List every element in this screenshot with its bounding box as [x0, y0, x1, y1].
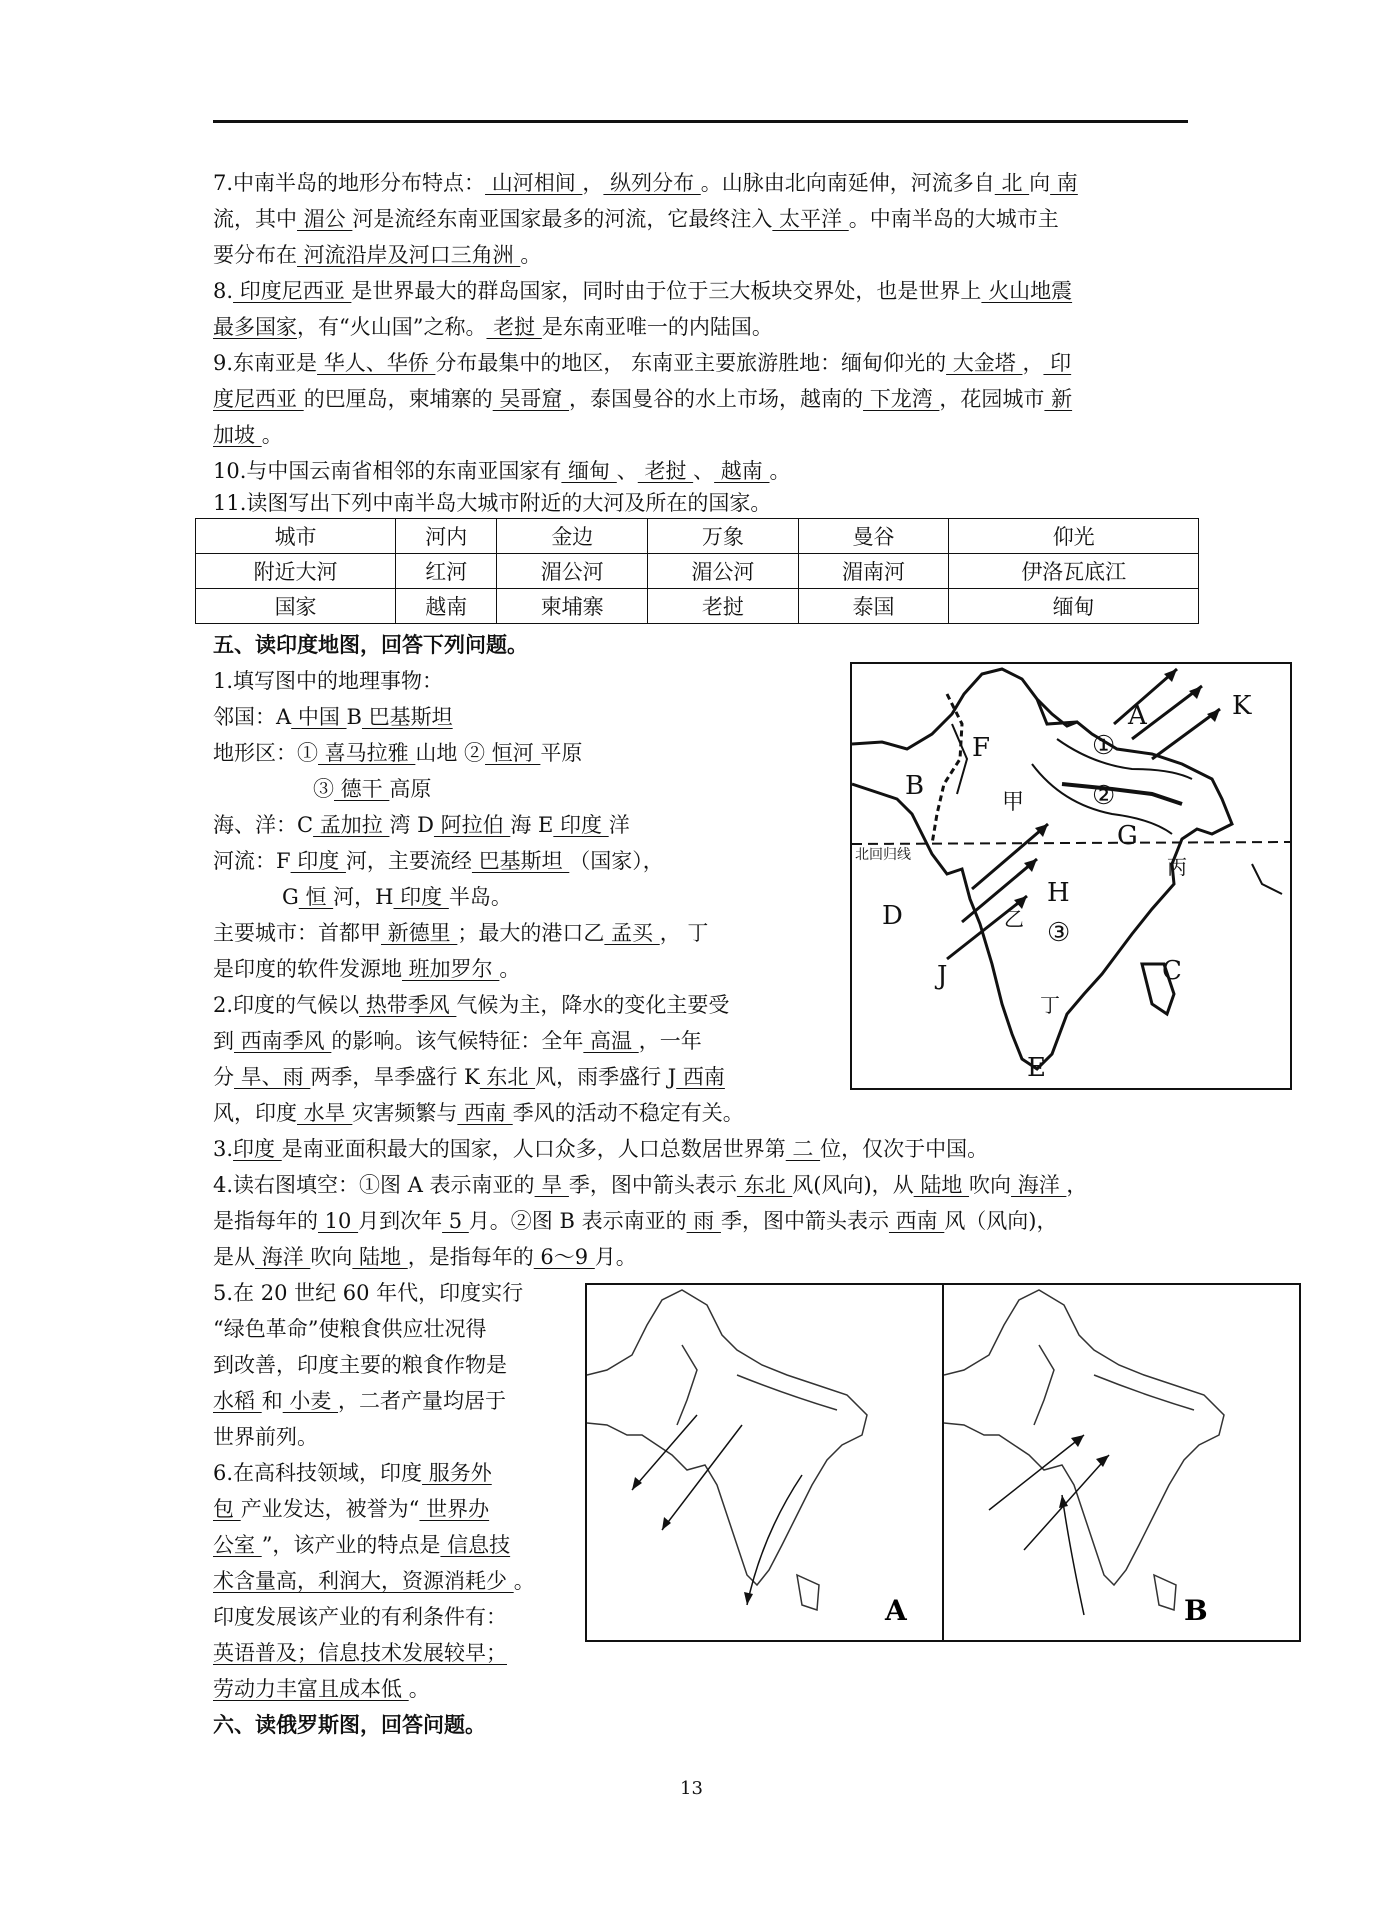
s5-q6-line6: 英语普及；信息技术发展较早；: [213, 1641, 507, 1665]
table-cell: 伊洛瓦底江: [949, 554, 1199, 589]
table-row: [196, 519, 1199, 554]
table-cell: 越南: [396, 589, 497, 624]
map-label-c3: ③: [1047, 918, 1071, 948]
table-cell: 附近大河: [196, 554, 396, 589]
tropic-line-path: [852, 842, 1290, 844]
map-label-bing: 丙: [1167, 855, 1187, 879]
monsoon-map-a: [585, 1283, 944, 1642]
q7-line3: 要分布在 河流沿岸及河口三角洲 。: [213, 243, 542, 267]
s5-q5-line1: 5.在 20 世纪 60 年代，印度实行: [213, 1281, 524, 1305]
s5-q2-line4: 风，印度 水旱 灾害频繁与 西南 季风的活动不稳定有关。: [213, 1101, 744, 1125]
monsoon-map-b: [942, 1283, 1301, 1642]
arrow-b-2: [1024, 1455, 1109, 1550]
section5-heading: 五、读印度地图，回答下列问题。: [213, 633, 528, 657]
table-cell: 缅甸: [949, 589, 1199, 624]
table-cell: 湄南河: [798, 554, 949, 589]
q7-line1: 7.中南半岛的地形分布特点： 山河相间 ， 纵列分布 。山脉由北向南延伸，河流多自 北 向 南: [213, 171, 1078, 195]
s5-q6-line7: 劳动力丰富且成本低 。: [213, 1677, 430, 1701]
page-number: 13: [680, 1778, 703, 1799]
south-asia-outline-b: [944, 1290, 1224, 1585]
table-cell: 老挝: [648, 589, 799, 624]
section6-heading: 六、读俄罗斯图，回答问题。: [213, 1713, 486, 1737]
map-label-F: F: [972, 733, 991, 763]
table-cell: 曼谷: [798, 519, 949, 554]
table-cell: 河内: [396, 519, 497, 554]
ganges-river-a: [737, 1375, 837, 1410]
kashmir-border-path: [1037, 699, 1077, 724]
s5-q2-line1: 2.印度的气候以 热带季风 气候为主，降水的变化主要受: [213, 993, 730, 1017]
sri-lanka-a: [797, 1575, 819, 1610]
table-cell: 金边: [497, 519, 648, 554]
table-cell: 湄公河: [497, 554, 648, 589]
indus-river-a: [677, 1345, 697, 1425]
table-row: [196, 589, 1199, 624]
s5-q3: 3.印度 是南亚面积最大的国家，人口众多，人口总数居世界第 二 位，仅次于中国。: [213, 1137, 989, 1161]
map-label-ding: 丁: [1040, 993, 1060, 1017]
q8-line1: 8. 印度尼西亚 是世界最大的群岛国家，同时由于位于三大板块交界处，也是世界上 火山地震: [213, 279, 1073, 303]
map-label-E: E: [1027, 1053, 1046, 1083]
arrow-a-3: [747, 1475, 802, 1605]
map-label-D: D: [882, 901, 903, 931]
india-map-svg: [852, 664, 1290, 1088]
indus-river-path: [952, 724, 967, 794]
s5-q5-line5: 世界前列。: [213, 1425, 318, 1449]
table-cell: 湄公河: [648, 554, 799, 589]
s5-cities2: 是印度的软件发源地 班加罗尔 。: [213, 957, 521, 981]
s5-q4-line3: 是从 海洋 吹向 陆地 ，是指每年的 6～9 月。: [213, 1245, 637, 1269]
q9-line3: 加坡 。: [213, 423, 283, 447]
q9-line1: 9.东南亚是 华人、华侨 分布最集中的地区， 东南亚主要旅游胜地：缅甸仰光的 大金塔 ， 印: [213, 351, 1072, 375]
s5-q4-line1: 4.读右图填空：①图 A 表示南亚的 旱 季，图中箭头表示 东北 风(风向)，从 陆地 吹向 海洋 ，: [213, 1173, 1088, 1197]
monsoon-map-a-svg: [587, 1285, 942, 1640]
arrowhead-a-3: [744, 1592, 753, 1605]
map-label-B: B: [905, 771, 925, 801]
s5-q2-line2: 到 西南季风 的影响。该气候特征：全年 高温 ，一年: [213, 1029, 702, 1053]
city-river-table: [195, 518, 1199, 624]
s5-q6-line5: 印度发展该产业的有利条件有：: [213, 1605, 507, 1629]
table-row: [196, 554, 1199, 589]
arrowhead-K1: [1189, 686, 1202, 699]
s5-q6-line2: 包 产业发达，被誉为“ 世界办: [213, 1497, 490, 1521]
table-cell: 泰国: [798, 589, 949, 624]
header-rule: [213, 120, 1188, 123]
q10: 10.与中国云南省相邻的东南亚国家有 缅甸 、 老挝 、 越南 。: [213, 459, 791, 483]
arrow-J-line3: [972, 824, 1048, 889]
s5-q6-line4: 术含量高，利润大，资源消耗少 。: [213, 1569, 535, 1593]
pakistan-border-path: [932, 694, 962, 844]
q7-line2: 流，其中 湄公 河是流经东南亚国家最多的河流，它最终注入 太平洋 。中南半岛的大城市主: [213, 207, 1059, 231]
s5-q5-line3: 到改善，印度主要的粮食作物是: [213, 1353, 507, 1377]
table-cell: 万象: [648, 519, 799, 554]
myanmar-coast-path: [1252, 864, 1282, 894]
arrowhead-b-2: [1096, 1455, 1109, 1467]
map-label-A: A: [1128, 701, 1147, 731]
q9-line2: 度尼西亚 的巴厘岛，柬埔寨的 吴哥窟 ，泰国曼谷的水上市场，越南的 下龙湾 ，花园城市 新: [213, 387, 1073, 411]
map-label-tropic: 北回归线: [855, 847, 911, 863]
s5-q6-line3: 公室 ”，该产业的特点是 信息技: [213, 1533, 511, 1557]
q11-title: 11.读图写出下列中南半岛大城市附近的大河及所在的国家。: [213, 491, 772, 515]
india-map: [850, 662, 1292, 1090]
s5-q5-line2: “绿色革命”使粮食供应壮况得: [213, 1317, 487, 1341]
table-cell: 柬埔寨: [497, 589, 648, 624]
arrowhead-a-1: [632, 1477, 642, 1490]
s5-q5-line4: 水稻 和 小麦 ，二者产量均居于: [213, 1389, 507, 1413]
ganges-river-b: [1094, 1375, 1194, 1410]
s5-rivers2: G 恒 河，H 印度 半岛。: [282, 885, 512, 909]
map-label-yi: 乙: [1004, 907, 1024, 931]
s5-q6-line1: 6.在高科技领域，印度 服务外: [213, 1461, 492, 1485]
s5-seas: 海、洋：C 孟加拉 湾 D 阿拉伯 海 E 印度 洋: [213, 813, 630, 837]
arrowhead-b-1: [1071, 1435, 1084, 1447]
nepal-border-path: [1062, 784, 1182, 804]
arrow-b-3: [1062, 1495, 1084, 1615]
south-asia-outline-a: [587, 1290, 867, 1585]
table-cell: 仰光: [949, 519, 1199, 554]
s5-q1-title: 1.填写图中的地理事物：: [213, 669, 444, 693]
map-label-G: G: [1117, 821, 1138, 851]
s5-rivers1: 河流：F 印度 河，主要流经 巴基斯坦 （国家），: [213, 849, 664, 873]
q8-line2: 最多国家，有“火山国”之称。 老挝 是东南亚唯一的内陆国。: [213, 315, 773, 339]
map-label-jia: 甲: [1002, 790, 1025, 815]
s5-q2-line3: 分 旱、雨 两季，旱季盛行 K 东北 风，雨季盛行 J 西南: [213, 1065, 725, 1089]
map-label-K: K: [1232, 691, 1252, 721]
map-label-J: J: [937, 961, 948, 991]
s5-terrain1: 地形区：① 喜马拉雅 山地 ② 恒河 平原: [213, 741, 583, 765]
s5-terrain2: ③ 德干 高原: [313, 777, 432, 801]
arrow-J-line2: [962, 859, 1037, 922]
monsoon-map-b-svg: [944, 1285, 1299, 1640]
map-label-C: C: [1162, 956, 1182, 986]
arrowhead-K2: [1207, 709, 1220, 722]
map-a-label: A: [885, 1594, 907, 1627]
s5-q4-line2: 是指每年的 10 月到次年 5 月。②图 B 表示南亚的 雨 季，图中箭头表示 西南 风（风向)，: [213, 1209, 1058, 1233]
map-label-c2: ②: [1092, 781, 1116, 811]
s5-neighbors: 邻国：A 中国 B 巴基斯坦: [213, 705, 453, 729]
indus-river-b: [1034, 1345, 1054, 1425]
map-label-c1: ①: [1092, 731, 1116, 761]
table-cell: 国家: [196, 589, 396, 624]
map-label-H: H: [1047, 878, 1070, 908]
map-b-label: B: [1184, 1594, 1208, 1627]
arrow-a-1: [632, 1415, 697, 1490]
table-cell: 红河: [396, 554, 497, 589]
sri-lanka-b: [1154, 1575, 1176, 1610]
table-cell: 城市: [196, 519, 396, 554]
s5-cities1: 主要城市：首都甲 新德里 ；最大的港口乙 孟买 ， 丁: [213, 921, 709, 945]
